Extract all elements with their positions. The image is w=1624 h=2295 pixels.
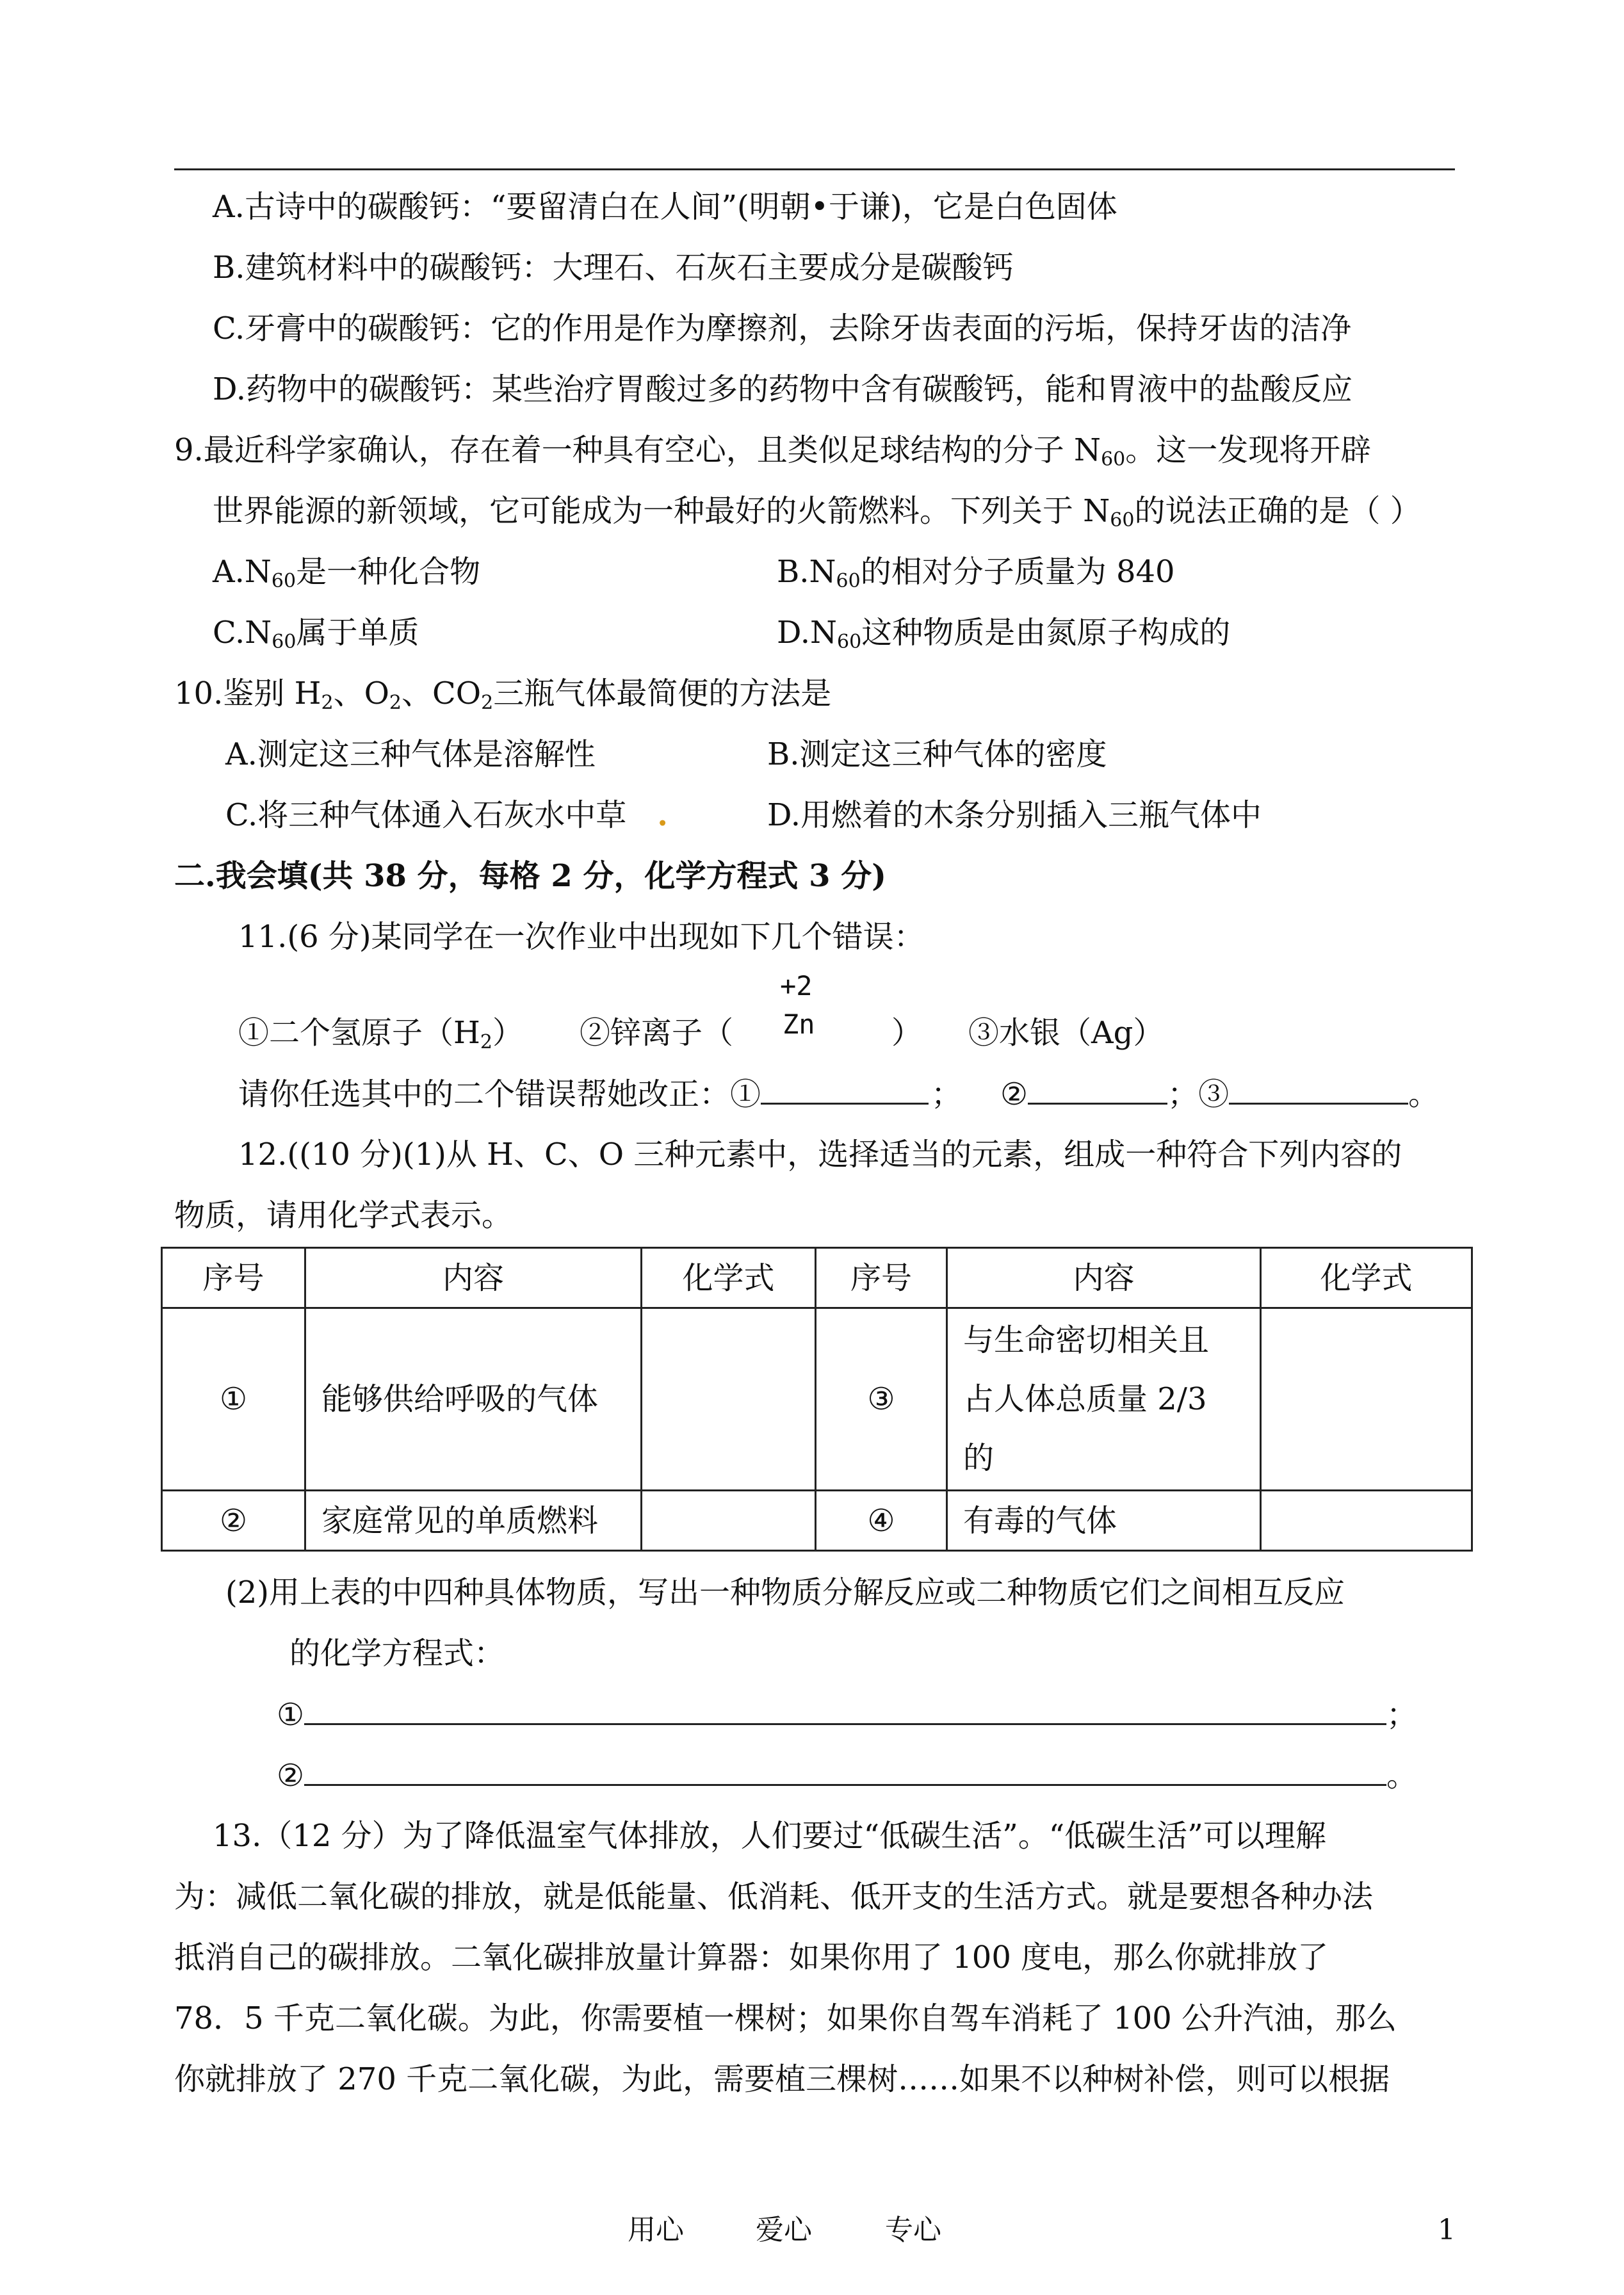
prompt-text: 请你任选其中的二个错误帮她改正：① [238,1076,761,1112]
q12-part2-line1: (2)用上表的中四种具体物质，写出一种物质分解反应或二种物质它们之间相互反应 [225,1575,1345,1610]
q11-charge-label: +2 [780,970,813,1002]
subscript: 2 [321,692,334,714]
content-line: 占人体总质量 2/3 [963,1381,1207,1417]
q9-option-b [777,553,1175,591]
stem-text: 、CO [402,676,482,711]
option-text: A.N [213,554,272,590]
marker: ② [277,1758,305,1794]
content-cell: 家庭常见的单质燃料 [305,1491,642,1551]
marker: ① [277,1697,305,1733]
separator: ；③ [1167,1076,1230,1112]
content-line: 与生命密切相关且 [963,1322,1210,1358]
marker: ② [1000,1076,1028,1112]
option-text: D.N [777,615,838,651]
q10-stem [174,674,831,713]
stray-dot: . [657,797,668,833]
subscript: 2 [389,692,402,714]
q12-part2-line2: 的化学方程式： [289,1635,505,1671]
stem-text: 、O [333,676,389,711]
option-text: C.将三种气体通入石灰水中草 [225,797,627,833]
header-rule [174,168,1455,170]
subscript: 60 [836,570,861,592]
table-header-row [162,1248,1472,1308]
option-text: 是一种化合物 [296,554,481,590]
q9-stem-text: 9.最近科学家确认，存在着一种具有空心，且类似足球结构的分子 N [174,432,1101,468]
header-cell: 序号 [816,1248,947,1308]
subscript: 60 [837,631,862,653]
q11-stem: 11.(6 分)某同学在一次作业中出现如下几个错误： [238,919,925,955]
equation-blank-2[interactable] [304,1756,1386,1786]
q12-equation-2 [277,1756,1417,1795]
q13-line4: 78．5 千克二氧化碳。为此，你需要植一棵树；如果你自驾车消耗了 100 公升汽油，那么 [174,2000,1397,2036]
q8-option-a: A.古诗中的碳酸钙：“要留清白在人间”(明朝•于谦)，它是白色固体 [213,189,1117,225]
separator: ； [931,1076,962,1112]
q8-option-c: C.牙膏中的碳酸钙：它的作用是作为摩擦剂，去除牙齿表面的污垢，保持牙齿的洁净 [213,311,1352,346]
content-cell: 有毒的气体 [947,1491,1261,1551]
period: 。 [1386,1758,1418,1794]
item-text: ②锌离子（ [580,1015,734,1051]
q8-option-d: D.药物中的碳酸钙：某些治疗胃酸过多的药物中含有碳酸钙，能和胃液中的盐酸反应 [213,371,1353,407]
q10-option-b: B.测定这三种气体的密度 [767,736,1107,772]
q13-line5: 你就排放了 270 千克二氧化碳，为此，需要植三棵树……如果不以种树补偿，则可以根据 [174,2061,1390,2097]
subscript: 60 [272,631,296,653]
q13-line1: 13.（12 分）为了降低温室气体排放，人们要过“低碳生活”。“低碳生活”可以理解 [213,1818,1326,1854]
q9-stem-text: 的说法正确的是（ ） [1134,493,1421,529]
footer-word: 用心 [628,2214,684,2246]
option-text: 属于单质 [296,615,419,651]
subscript: 60 [271,570,296,592]
footer-word: 爱心 [756,2214,812,2246]
q10-option-c [225,796,668,834]
header-cell: 化学式 [1261,1248,1472,1308]
q9-stem-line1 [174,431,1371,469]
option-text: B.N [777,554,836,590]
q13-line2: 为：减低二氧化碳的排放，就是低能量、低消耗、低开支的生活方式。就是要想各种办法 [174,1879,1374,1915]
content-cell [947,1308,1261,1491]
row-number: ③ [816,1308,947,1491]
q10-option-d: D.用燃着的木条分别插入三瓶气体中 [767,797,1262,833]
content-line: 的 [963,1440,995,1476]
item-text: ①二个氢原子（H [238,1015,480,1051]
content-cell: 能够供给呼吸的气体 [305,1308,642,1491]
option-text: C.N [213,615,272,651]
subscript: 2 [481,692,494,714]
header-cell: 内容 [947,1248,1261,1308]
q9-stem-line2 [213,492,1421,530]
table-row [162,1308,1472,1491]
period: 。 [1408,1076,1440,1112]
q11-item2 [580,1014,733,1052]
q9-stem-text: 世界能源的新领域，它可能成为一种最好的火箭燃料。下列关于 N [213,493,1110,529]
stem-text: 10.鉴别 H [174,676,321,711]
row-number: ④ [816,1491,947,1551]
answer-blank-3[interactable] [1229,1075,1408,1105]
option-text: 的相对分子质量为 840 [860,554,1175,590]
formula-cell[interactable] [1261,1308,1472,1491]
item-text: ） [492,1015,523,1051]
formula-cell[interactable] [1261,1491,1472,1551]
row-number: ① [162,1308,305,1491]
q12-equation-1 [277,1695,1417,1734]
footer-word: 专心 [885,2214,941,2246]
q10-option-a: A.测定这三种气体是溶解性 [225,736,596,772]
header-cell: 化学式 [642,1248,816,1308]
separator: ； [1386,1697,1418,1733]
page-number: 1 [1438,2214,1456,2246]
section-heading: 二.我会填(共 38 分，每格 2 分，化学方程式 3 分) [174,858,886,894]
q8-option-b: B.建筑材料中的碳酸钙：大理石、石灰石主要成分是碳酸钙 [213,250,1014,286]
header-cell: 序号 [162,1248,305,1308]
subscript: 60 [1110,509,1135,531]
q11-item3: ③水银（Ag） [968,1015,1164,1051]
q13-line3: 抵消自己的碳排放。二氧化碳排放量计算器：如果你用了 100 度电，那么你就排放了 [174,1940,1329,1975]
stem-text: 三瓶气体最简便的方法是 [493,676,832,711]
q12-table [161,1247,1473,1552]
q12-stem-line2: 物质，请用化学式表示。 [174,1197,513,1233]
q12-stem-line1: 12.((10 分)(1)从 H、C、O 三种元素中，选择适当的元素，组成一种符合下列内容的 [238,1137,1402,1172]
q9-stem-text: 。这一发现将开辟 [1125,432,1372,468]
subscript: 2 [480,1031,492,1053]
header-cell: 内容 [305,1248,642,1308]
q9-option-c [213,613,419,652]
subscript: 60 [1101,448,1126,471]
row-number: ② [162,1491,305,1551]
formula-cell[interactable] [642,1308,816,1491]
q11-zinc-symbol: Zn [783,1009,815,1040]
formula-cell[interactable] [642,1491,816,1551]
option-text: 这种物质是由氮原子构成的 [861,615,1231,651]
equation-blank-1[interactable] [304,1695,1386,1725]
q9-option-d [777,613,1230,652]
table-row [162,1491,1472,1551]
answer-blank-2[interactable] [1028,1075,1167,1105]
q11-fix-line [238,1075,1439,1114]
answer-blank-1[interactable] [761,1075,929,1105]
q11-item1 [238,1014,523,1052]
q9-option-a [213,553,480,591]
q11-item2-close: ） [891,1015,923,1051]
